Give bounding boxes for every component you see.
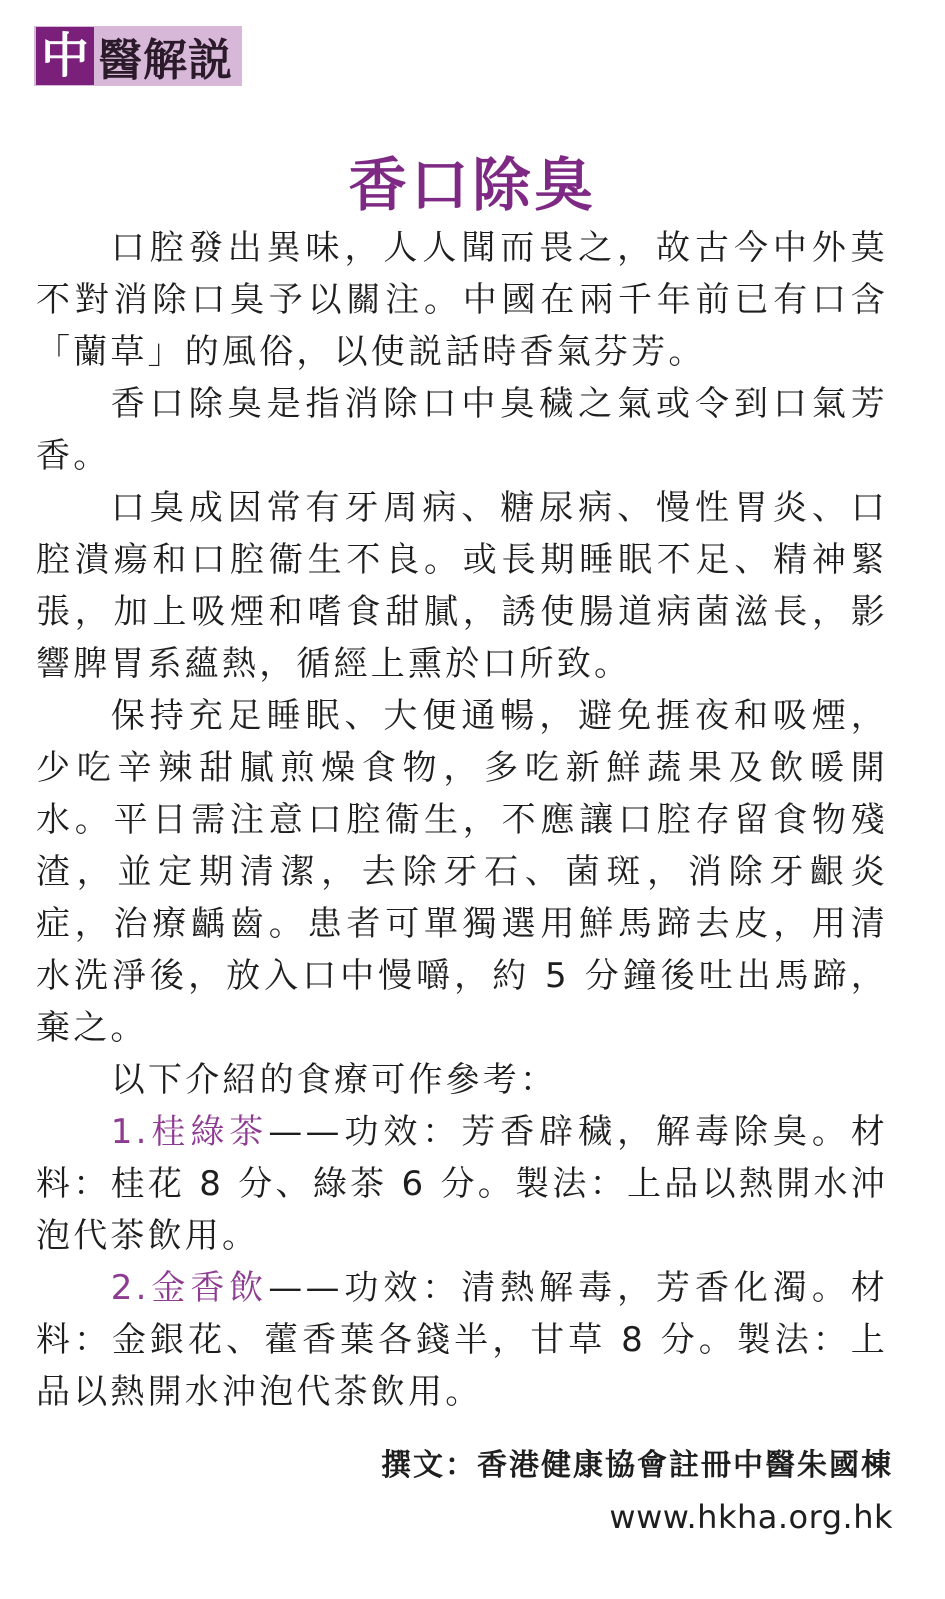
recipe-name: 1.桂綠茶	[110, 1112, 269, 1152]
column-label: 醫解説	[98, 35, 233, 86]
paragraph: 口腔發出異味，人人聞而畏之，故古今中外莫不對消除口臭予以關注。中國在兩千年前已有口含「蘭草」的風俗，以使説話時香氣芬芳。	[36, 228, 888, 372]
column-badge: 中	[36, 27, 94, 85]
column-header	[34, 26, 242, 86]
website-url: www.hkha.org.hk	[609, 1498, 893, 1536]
paragraph: 以下介紹的食療可作參考：	[110, 1060, 558, 1100]
recipe-item	[36, 1262, 888, 1418]
author-credit: 撰文：香港健康協會註冊中醫朱國棟	[381, 1448, 893, 1483]
paragraph: 口臭成因常有牙周病、糖尿病、慢性胃炎、口腔潰瘍和口腔衞生不良。或長期睡眠不足、精神緊張，加上吸煙和嗜食甜膩，誘使腸道病菌滋長，影響脾胃系蘊熱，循經上熏於口所致。	[36, 488, 888, 684]
recipe-text: ——功效：芳香辟穢，解毒除臭。材料：桂花 8 分、綠茶 6 分。製法：上品以熱開水沖泡代茶飲用。	[36, 1112, 888, 1256]
recipe-name: 2.金香飲	[110, 1268, 269, 1308]
article-body	[36, 222, 888, 1418]
recipe-item	[36, 1106, 888, 1262]
paragraph: 香口除臭是指消除口中臭穢之氣或令到口氣芳香。	[36, 384, 888, 476]
article-title: 香口除臭	[348, 151, 597, 219]
paragraph: 保持充足睡眠、大便通暢，避免捱夜和吸煙，少吃辛辣甜膩煎燥食物，多吃新鮮蔬果及飲暖開水。平日需注意口腔衞生，不應讓口腔存留食物殘渣，並定期清潔，去除牙石、菌斑，消除牙齦炎症，治療齲齒。患者可單獨選用鮮馬蹄去皮，用清水洗淨後，放入口中慢嚼，約 5 分鐘後吐出馬蹄，棄之。	[36, 696, 888, 1048]
recipe-text: ——功效：清熱解毒，芳香化濁。材料：金銀花、藿香葉各錢半，甘草 8 分。製法：上品以熱開水沖泡代茶飲用。	[36, 1268, 888, 1412]
